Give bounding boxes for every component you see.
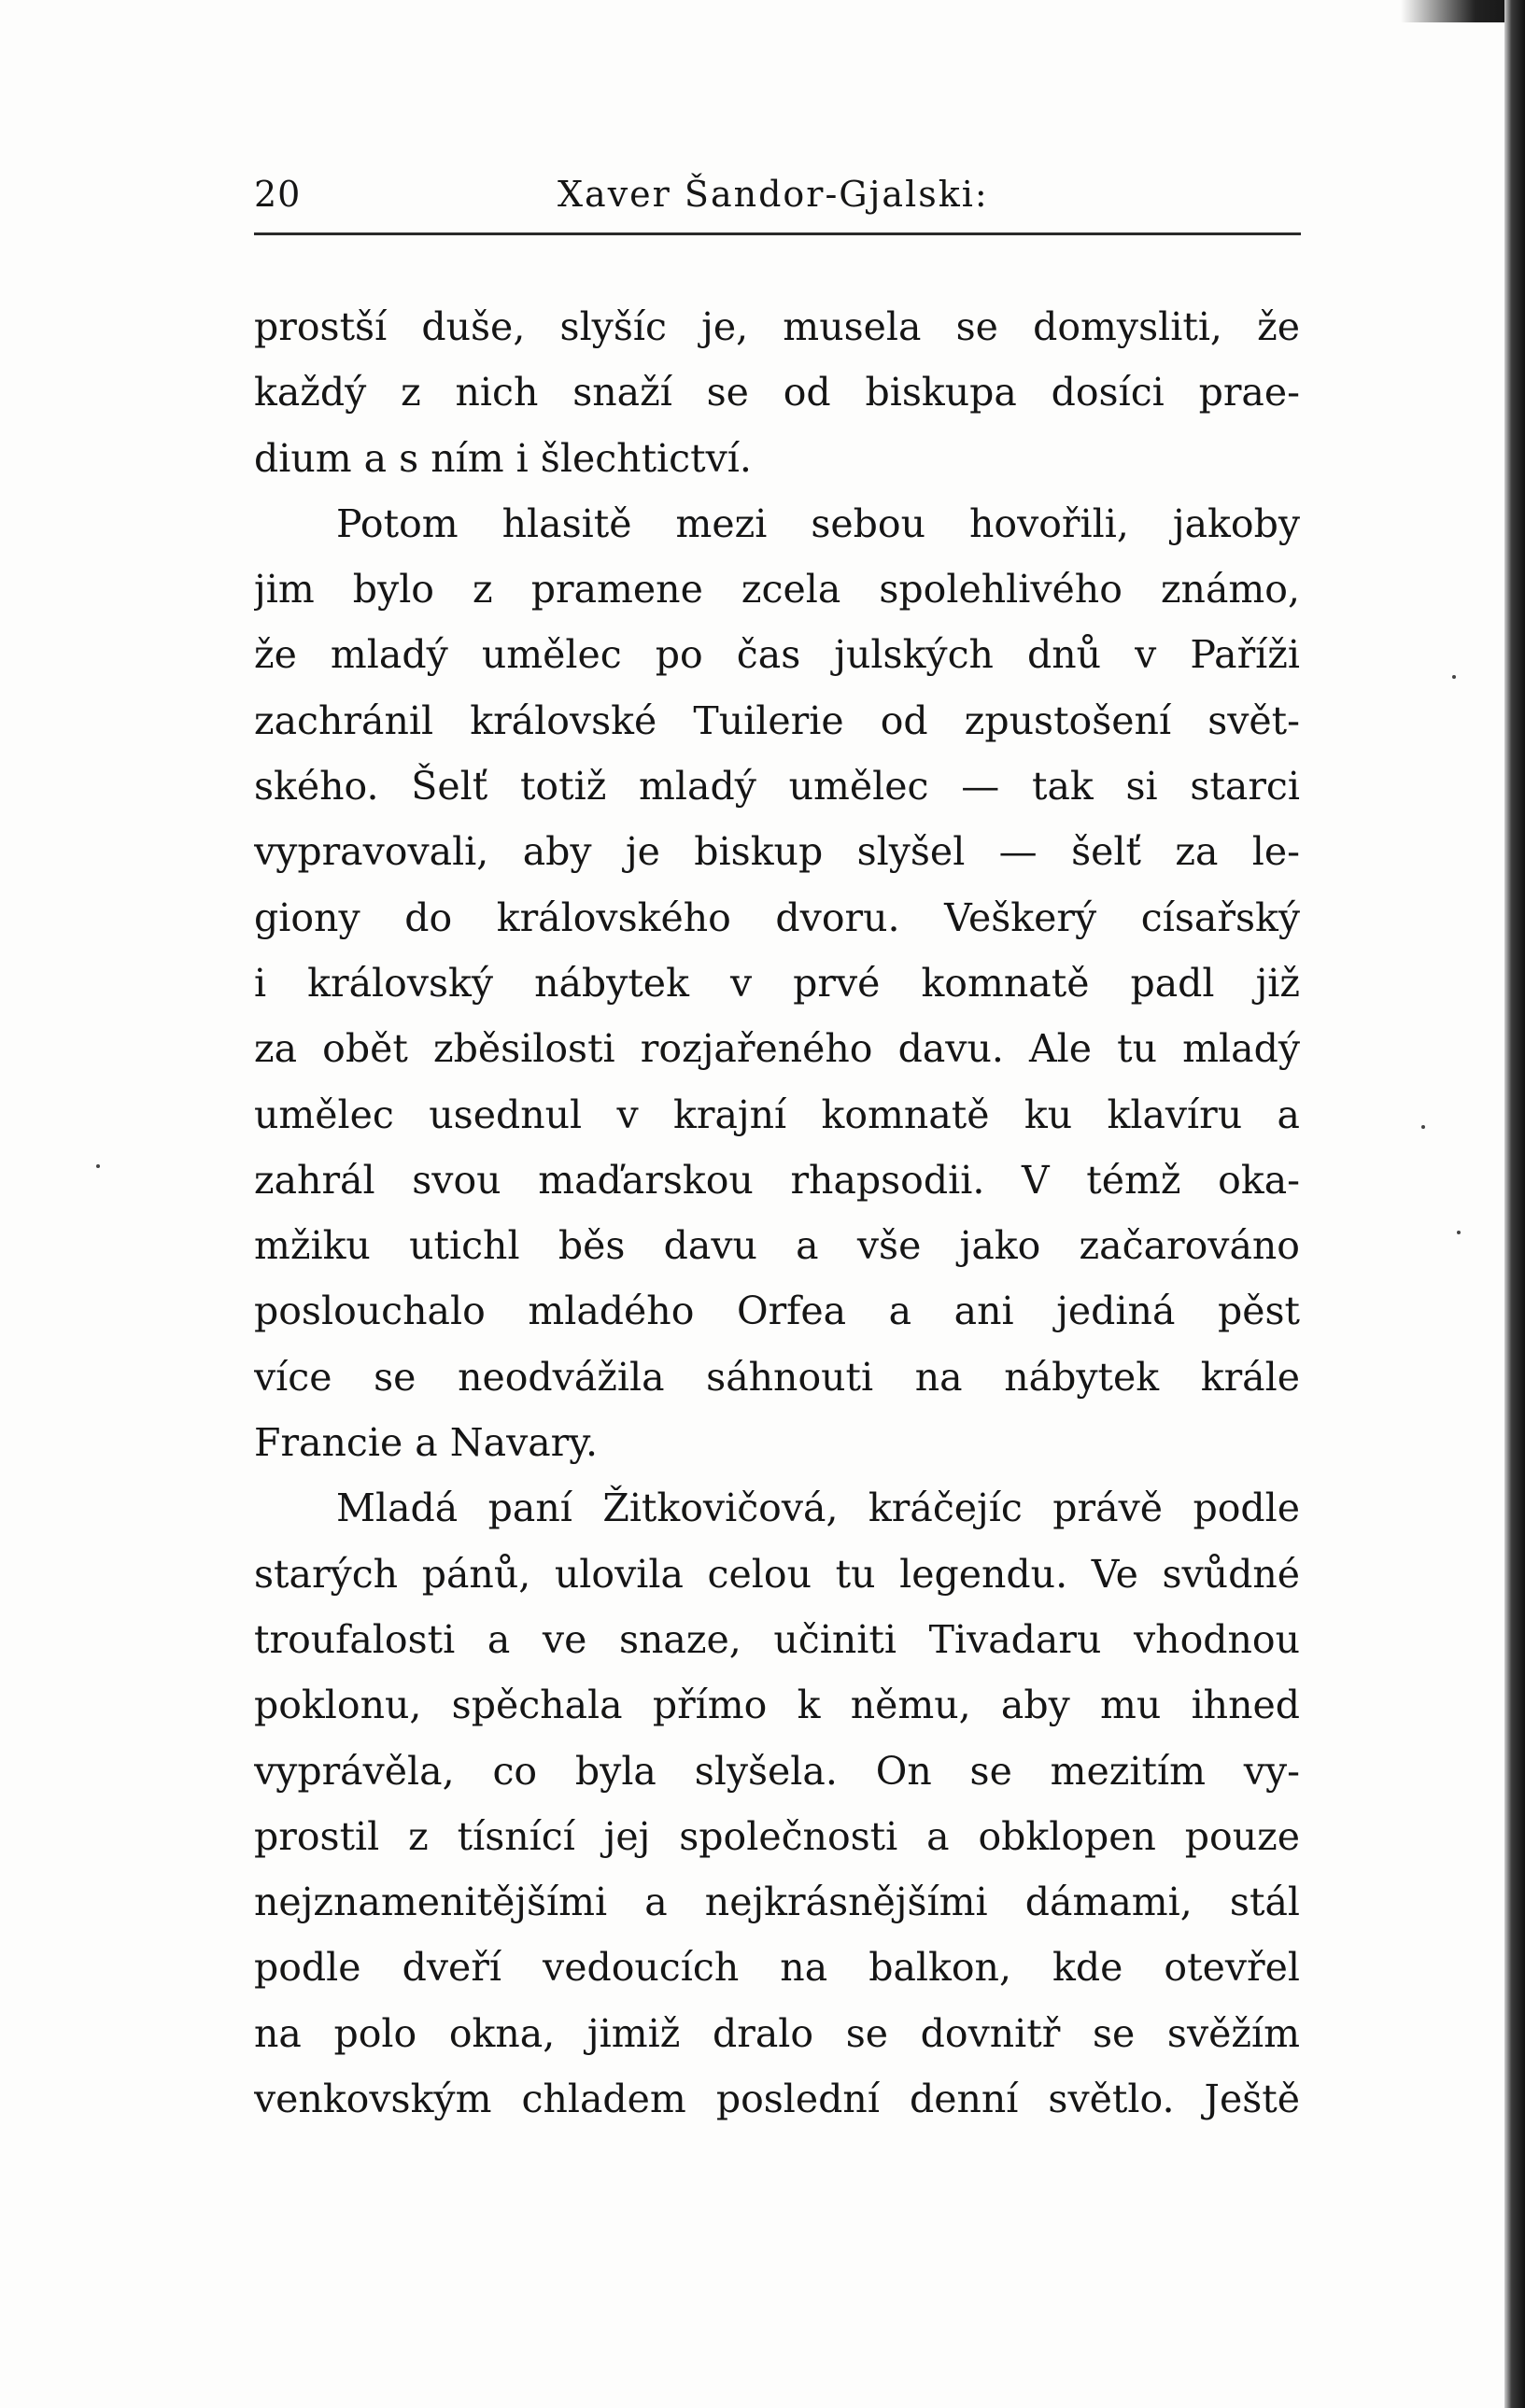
text-line: troufalosti a ve snaze, učiniti Tivadaru vhodnou [254,1616,1300,1662]
text-line: prostší duše, slyšíc je, musela se domysliti, že [254,304,1300,349]
text-line: prostil z tísnící jej společnosti a obklopen pouze [254,1813,1300,1859]
text-line: nejznamenitějšími a nejkrásnějšími dámami, stál [254,1880,1300,1925]
page-header [254,166,1300,222]
text-line: venkovským chladem poslední denní světlo. Ještě [254,2077,1300,2122]
text-line: umělec usednul v krajní komnatě ku klavíru a [254,1091,1300,1137]
scan-binding-edge [1504,0,1525,2408]
page-number: 20 [254,174,302,215]
text-line: že mladý umělec po čas julských dnů v Paříži [254,632,1300,678]
text-line: na polo okna, jimiž dralo se dovnitř se svěžím [254,2010,1300,2056]
text-line: zachránil královské Tuilerie od zpustošení svět- [254,697,1300,743]
text-line: za obět zběsilosti rozjařeného davu. Ale tu mladý [254,1026,1300,1072]
text-line: poklonu, spěchala přímo k němu, aby mu ihned [254,1683,1300,1728]
text-line: Francie a Navary. [254,1420,599,1466]
scan-speck [1457,1231,1461,1234]
text-line: více se neodvážila sáhnouti na nábytek krále [254,1354,1300,1400]
running-head: Xaver Šandor-Gjalski: [558,174,989,215]
text-line: Potom hlasitě mezi sebou hovořili, jakoby [336,500,1300,546]
body-text [254,294,1300,2132]
text-line: vypravovali, aby je biskup slyšel — šelť za le- [254,829,1300,875]
text-line: i královský nábytek v prvé komnatě padl již [254,960,1300,1006]
text-line: Mladá paní Žitkovičová, kráčejíc právě podle [336,1486,1300,1531]
text-line: starých pánů, ulovila celou tu legendu. Ve svůdné [254,1551,1300,1597]
text-line: ského. Šelť totiž mladý umělec — tak si starci [254,764,1300,810]
text-line: vyprávěla, co byla slyšela. On se mezitím vy- [254,1748,1300,1794]
text-line: mžiku utichl běs davu a vše jako začarováno [254,1223,1300,1269]
text-line: poslouchalo mladého Orfea a ani jediná pěst [254,1288,1300,1334]
text-line: podle dveří vedoucích na balkon, kde otevřel [254,1945,1300,1991]
scan-speck [1421,1125,1425,1129]
text-line: dium a s ním i šlechtictví. [254,435,752,481]
scan-speck [1452,675,1456,679]
scan-speck [96,1164,100,1168]
text-line: jim bylo z pramene zcela spolehlivého známo, [254,567,1300,613]
text-line: zahrál svou maďarskou rhapsodii. V témž oka- [254,1157,1300,1203]
text-line: každý z nich snaží se od biskupa dosíci prae- [254,370,1300,415]
text-line: giony do královského dvoru. Veškerý císařský [254,894,1300,940]
header-rule [254,232,1301,235]
